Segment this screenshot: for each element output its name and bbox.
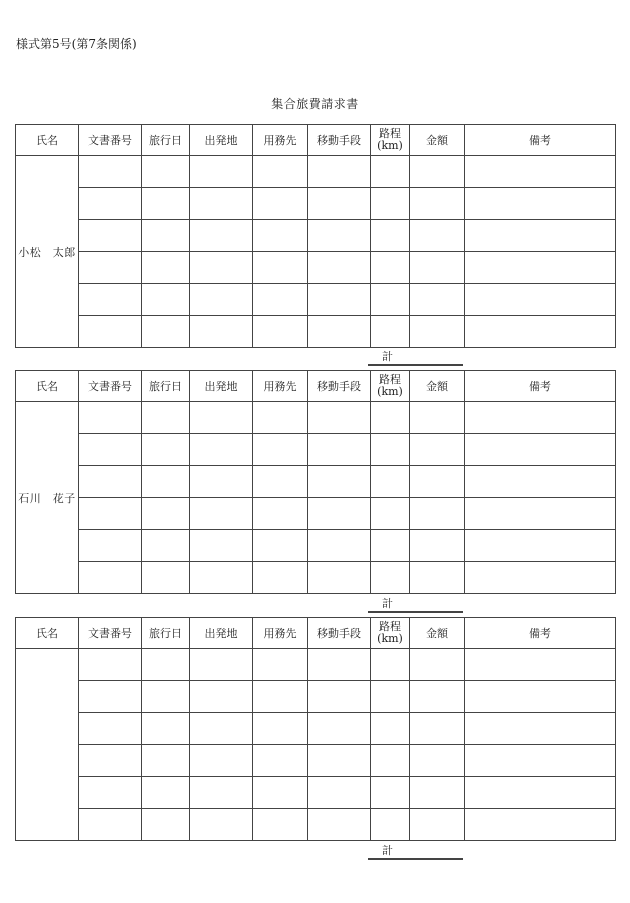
destination-cell[interactable]	[253, 156, 308, 188]
table-row	[16, 156, 616, 188]
transport-cell[interactable]	[308, 402, 371, 434]
total-row	[368, 846, 463, 860]
amount-cell[interactable]	[410, 649, 465, 681]
remarks-cell[interactable]	[465, 466, 616, 498]
table-row	[16, 402, 616, 434]
amount-cell[interactable]	[410, 562, 465, 594]
transport-cell[interactable]	[308, 220, 371, 252]
header-transport: 移動手段	[308, 125, 371, 156]
origin-cell[interactable]	[190, 434, 253, 466]
doc-no-cell[interactable]	[79, 466, 142, 498]
header-date: 旅行日	[142, 618, 190, 649]
distance-cell[interactable]	[371, 284, 410, 316]
doc-no-cell[interactable]	[79, 777, 142, 809]
transport-cell[interactable]	[308, 434, 371, 466]
table-row	[16, 316, 616, 348]
doc-no-cell[interactable]	[79, 284, 142, 316]
expense-table-3	[15, 617, 616, 841]
table-row	[16, 498, 616, 530]
destination-cell[interactable]	[253, 284, 308, 316]
doc-no-cell[interactable]	[79, 649, 142, 681]
header-name: 氏名	[16, 371, 79, 402]
amount-cell[interactable]	[410, 434, 465, 466]
header-distance-unit: (km)	[377, 139, 403, 152]
destination-cell[interactable]	[253, 713, 308, 745]
origin-cell[interactable]	[190, 681, 253, 713]
distance-cell[interactable]	[371, 530, 410, 562]
doc-no-cell[interactable]	[79, 681, 142, 713]
table-row	[16, 220, 616, 252]
transport-cell[interactable]	[308, 252, 371, 284]
traveler-name[interactable]: 石川 花子	[16, 402, 79, 594]
traveler-name[interactable]	[16, 649, 79, 841]
destination-cell[interactable]	[253, 562, 308, 594]
date-cell[interactable]	[142, 745, 190, 777]
amount-cell[interactable]	[410, 188, 465, 220]
doc-no-cell[interactable]	[79, 713, 142, 745]
amount-cell[interactable]	[410, 530, 465, 562]
date-cell[interactable]	[142, 562, 190, 594]
document-title: 集合旅費請求書	[271, 97, 359, 111]
origin-cell[interactable]	[190, 220, 253, 252]
destination-cell[interactable]	[253, 498, 308, 530]
header-amount: 金額	[410, 125, 465, 156]
transport-cell[interactable]	[308, 745, 371, 777]
distance-cell[interactable]	[371, 498, 410, 530]
header-date: 旅行日	[142, 371, 190, 402]
date-cell[interactable]	[142, 530, 190, 562]
amount-cell[interactable]	[410, 681, 465, 713]
doc-no-cell[interactable]	[79, 156, 142, 188]
remarks-cell[interactable]	[465, 713, 616, 745]
distance-cell[interactable]	[371, 156, 410, 188]
table-row	[16, 713, 616, 745]
origin-cell[interactable]	[190, 745, 253, 777]
date-cell[interactable]	[142, 809, 190, 841]
transport-cell[interactable]	[308, 498, 371, 530]
origin-cell[interactable]	[190, 284, 253, 316]
distance-cell[interactable]	[371, 316, 410, 348]
table-row	[16, 562, 616, 594]
table-row	[16, 466, 616, 498]
destination-cell[interactable]	[253, 745, 308, 777]
header-destination: 用務先	[253, 125, 308, 156]
distance-cell[interactable]	[371, 466, 410, 498]
header-remarks: 備考	[465, 618, 616, 649]
remarks-cell[interactable]	[465, 252, 616, 284]
table-row	[16, 809, 616, 841]
destination-cell[interactable]	[253, 188, 308, 220]
header-name: 氏名	[16, 618, 79, 649]
transport-cell[interactable]	[308, 284, 371, 316]
amount-cell[interactable]	[410, 498, 465, 530]
destination-cell[interactable]	[253, 220, 308, 252]
expense-table-1	[15, 124, 616, 348]
total-row	[368, 599, 463, 613]
remarks-cell[interactable]	[465, 156, 616, 188]
remarks-cell[interactable]	[465, 681, 616, 713]
table-row	[16, 252, 616, 284]
distance-cell[interactable]	[371, 745, 410, 777]
total-label: 計	[382, 844, 393, 857]
amount-cell[interactable]	[410, 713, 465, 745]
header-name: 氏名	[16, 125, 79, 156]
distance-cell[interactable]	[371, 809, 410, 841]
destination-cell[interactable]	[253, 681, 308, 713]
doc-no-cell[interactable]	[79, 252, 142, 284]
amount-cell[interactable]	[410, 466, 465, 498]
distance-cell[interactable]	[371, 188, 410, 220]
transport-cell[interactable]	[308, 466, 371, 498]
origin-cell[interactable]	[190, 713, 253, 745]
remarks-cell[interactable]	[465, 188, 616, 220]
table-row	[16, 284, 616, 316]
header-origin: 出発地	[190, 125, 253, 156]
distance-cell[interactable]	[371, 649, 410, 681]
distance-cell[interactable]	[371, 402, 410, 434]
amount-cell[interactable]	[410, 252, 465, 284]
remarks-cell[interactable]	[465, 402, 616, 434]
transport-cell[interactable]	[308, 809, 371, 841]
doc-no-cell[interactable]	[79, 562, 142, 594]
origin-cell[interactable]	[190, 777, 253, 809]
header-amount: 金額	[410, 371, 465, 402]
table-row	[16, 188, 616, 220]
total-label: 計	[382, 350, 393, 363]
remarks-cell[interactable]	[465, 498, 616, 530]
amount-cell[interactable]	[410, 777, 465, 809]
date-cell[interactable]	[142, 466, 190, 498]
header-distance-unit: (km)	[377, 385, 403, 398]
header-date: 旅行日	[142, 125, 190, 156]
transport-cell[interactable]	[308, 188, 371, 220]
transport-cell[interactable]	[308, 316, 371, 348]
transport-cell[interactable]	[308, 713, 371, 745]
distance-cell[interactable]	[371, 562, 410, 594]
destination-cell[interactable]	[253, 649, 308, 681]
header-doc-no: 文書番号	[79, 618, 142, 649]
distance-cell[interactable]	[371, 252, 410, 284]
destination-cell[interactable]	[253, 402, 308, 434]
header-origin: 出発地	[190, 371, 253, 402]
remarks-cell[interactable]	[465, 649, 616, 681]
amount-cell[interactable]	[410, 156, 465, 188]
header-remarks: 備考	[465, 125, 616, 156]
remarks-cell[interactable]	[465, 777, 616, 809]
transport-cell[interactable]	[308, 649, 371, 681]
amount-cell[interactable]	[410, 402, 465, 434]
date-cell[interactable]	[142, 188, 190, 220]
origin-cell[interactable]	[190, 649, 253, 681]
date-cell[interactable]	[142, 713, 190, 745]
remarks-cell[interactable]	[465, 220, 616, 252]
remarks-cell[interactable]	[465, 809, 616, 841]
header-doc-no: 文書番号	[79, 371, 142, 402]
destination-cell[interactable]	[253, 316, 308, 348]
remarks-cell[interactable]	[465, 562, 616, 594]
header-distance-unit: (km)	[377, 632, 403, 645]
table-row	[16, 681, 616, 713]
origin-cell[interactable]	[190, 498, 253, 530]
doc-no-cell[interactable]	[79, 434, 142, 466]
doc-no-cell[interactable]	[79, 316, 142, 348]
remarks-cell[interactable]	[465, 434, 616, 466]
transport-cell[interactable]	[308, 777, 371, 809]
header-transport: 移動手段	[308, 618, 371, 649]
transport-cell[interactable]	[308, 562, 371, 594]
header-destination: 用務先	[253, 371, 308, 402]
date-cell[interactable]	[142, 316, 190, 348]
date-cell[interactable]	[142, 777, 190, 809]
destination-cell[interactable]	[253, 434, 308, 466]
header-doc-no: 文書番号	[79, 125, 142, 156]
distance-cell[interactable]	[371, 220, 410, 252]
origin-cell[interactable]	[190, 562, 253, 594]
doc-no-cell[interactable]	[79, 188, 142, 220]
table-row	[16, 777, 616, 809]
origin-cell[interactable]	[190, 188, 253, 220]
transport-cell[interactable]	[308, 681, 371, 713]
date-cell[interactable]	[142, 252, 190, 284]
origin-cell[interactable]	[190, 466, 253, 498]
remarks-cell[interactable]	[465, 316, 616, 348]
total-label: 計	[382, 597, 393, 610]
header-transport: 移動手段	[308, 371, 371, 402]
origin-cell[interactable]	[190, 316, 253, 348]
transport-cell[interactable]	[308, 530, 371, 562]
header-amount: 金額	[410, 618, 465, 649]
destination-cell[interactable]	[253, 530, 308, 562]
date-cell[interactable]	[142, 220, 190, 252]
origin-cell[interactable]	[190, 402, 253, 434]
distance-cell[interactable]	[371, 434, 410, 466]
amount-cell[interactable]	[410, 745, 465, 777]
distance-cell[interactable]	[371, 681, 410, 713]
date-cell[interactable]	[142, 434, 190, 466]
doc-no-cell[interactable]	[79, 809, 142, 841]
destination-cell[interactable]	[253, 252, 308, 284]
amount-cell[interactable]	[410, 220, 465, 252]
traveler-name[interactable]: 小松 太郎	[16, 156, 79, 348]
header-distance	[371, 125, 410, 156]
doc-no-cell[interactable]	[79, 402, 142, 434]
origin-cell[interactable]	[190, 156, 253, 188]
table-row	[16, 530, 616, 562]
header-distance	[371, 618, 410, 649]
destination-cell[interactable]	[253, 809, 308, 841]
header-origin: 出発地	[190, 618, 253, 649]
header-distance	[371, 371, 410, 402]
header-distance-label: 路程	[379, 620, 401, 634]
doc-no-cell[interactable]	[79, 530, 142, 562]
doc-no-cell[interactable]	[79, 498, 142, 530]
transport-cell[interactable]	[308, 156, 371, 188]
destination-cell[interactable]	[253, 466, 308, 498]
form-number: 様式第5号(第7条関係)	[16, 37, 137, 51]
total-row	[368, 352, 463, 366]
table-row	[16, 649, 616, 681]
doc-no-cell[interactable]	[79, 745, 142, 777]
date-cell[interactable]	[142, 156, 190, 188]
date-cell[interactable]	[142, 284, 190, 316]
table-row	[16, 434, 616, 466]
distance-cell[interactable]	[371, 777, 410, 809]
remarks-cell[interactable]	[465, 745, 616, 777]
origin-cell[interactable]	[190, 252, 253, 284]
header-distance-label: 路程	[379, 127, 401, 141]
date-cell[interactable]	[142, 649, 190, 681]
header-remarks: 備考	[465, 371, 616, 402]
amount-cell[interactable]	[410, 316, 465, 348]
remarks-cell[interactable]	[465, 530, 616, 562]
table-row	[16, 745, 616, 777]
date-cell[interactable]	[142, 681, 190, 713]
doc-no-cell[interactable]	[79, 220, 142, 252]
remarks-cell[interactable]	[465, 284, 616, 316]
distance-cell[interactable]	[371, 713, 410, 745]
date-cell[interactable]	[142, 498, 190, 530]
origin-cell[interactable]	[190, 530, 253, 562]
header-distance-label: 路程	[379, 373, 401, 387]
origin-cell[interactable]	[190, 809, 253, 841]
destination-cell[interactable]	[253, 777, 308, 809]
amount-cell[interactable]	[410, 284, 465, 316]
header-destination: 用務先	[253, 618, 308, 649]
date-cell[interactable]	[142, 402, 190, 434]
amount-cell[interactable]	[410, 809, 465, 841]
expense-table-2	[15, 370, 616, 594]
